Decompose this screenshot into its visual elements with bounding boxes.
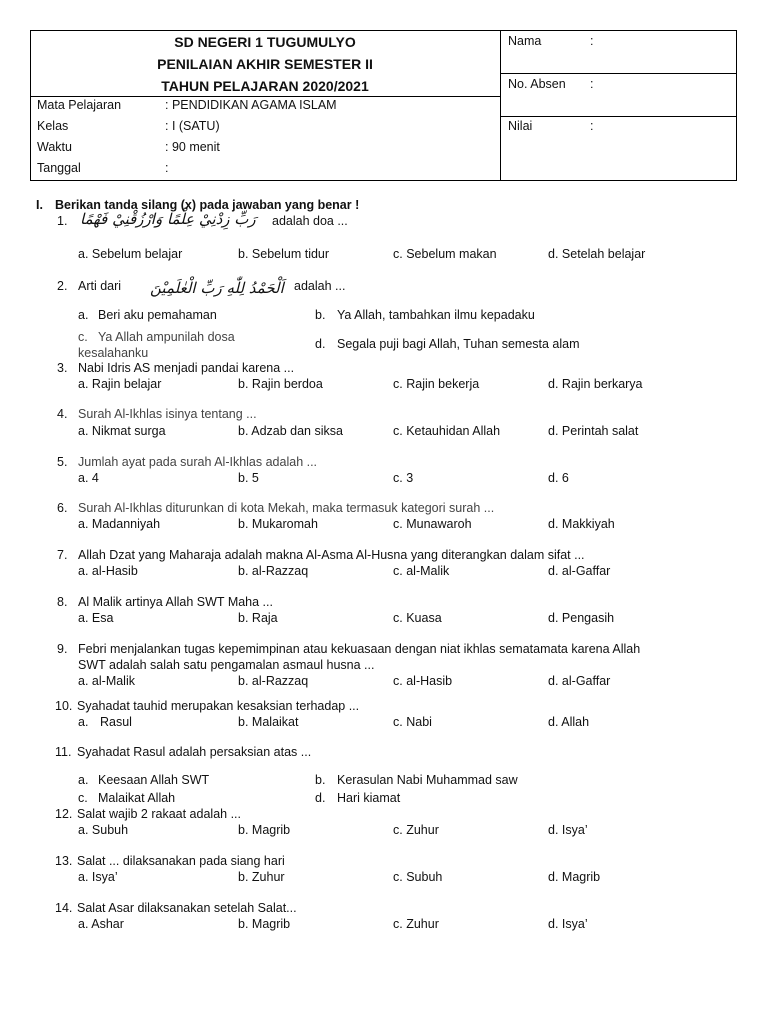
option-d: d. Pengasih [548,611,615,625]
option-d: d. Makkiyah [548,517,615,531]
field-label-time: Waktu [37,140,72,154]
option-c: c. Kuasa [393,611,442,625]
question-number: 2. [57,279,68,293]
option-a: a. Rajin belajar [78,377,162,391]
option-a: a. Esa [78,611,114,625]
question-text: Salat Asar dilaksanakan setelah Salat... [77,901,297,915]
option-b: b. Mukaromah [238,517,318,531]
field-value-time: : 90 menit [165,140,220,154]
option-d: d. Perintah salat [548,424,639,438]
option-c: c. Ya Allah ampunilah dosa kesalahanku [78,330,235,360]
option-c: c. al-Hasib [393,674,453,688]
option-b: b. Raja [238,611,278,625]
option-a: a. Rasul [78,715,132,729]
header-box [30,30,737,181]
question-number: 14. [55,901,73,915]
field-label-score: Nilai [508,119,533,133]
field-value-absen: : [590,77,594,91]
option-c: c. Zuhur [393,917,439,931]
option-b: b. Magrib [238,823,291,837]
question-text: adalah ... [294,279,346,293]
arabic-phrase: اَلْحَمْدُ لِلّٰهِ رَبِّ الْعٰلَمِيْنَ [150,279,284,297]
option-a: a. Isya’ [78,870,118,884]
question-number: 6. [57,501,68,515]
option-a: a. al-Hasib [78,564,138,578]
field-label-absen: No. Absen [508,77,566,91]
question-text: Salat ... dilaksanakan pada siang hari [77,854,285,868]
question-number: 4. [57,407,68,421]
question-text: Allah Dzat yang Maharaja adalah makna Al-Asma Al-Husna yang diterangkan dalam sifat ... [78,548,585,562]
question-text: Salat wajib 2 rakaat adalah ... [77,807,241,821]
option-d: d. Isya’ [548,917,588,931]
option-d: d. Setelah belajar [548,247,646,261]
option-c: c. Ketauhidan Allah [393,424,501,438]
option-b: b. Zuhur [238,870,285,884]
arabic-prayer: رَبِّ زِدْنِيْ عِلْمًا وَارْزُقْنِيْ فَهْمًا [80,210,256,228]
exam-title: PENILAIAN AKHIR SEMESTER II [157,56,373,72]
header-divider-right-2 [500,116,737,117]
academic-year: TAHUN PELAJARAN 2020/2021 [161,78,369,94]
option-a: a. Sebelum belajar [78,247,183,261]
header-divider-left [30,96,500,97]
option-c: c. Rajin bekerja [393,377,480,391]
option-a: a. Beri aku pemahaman [78,308,217,322]
option-d: d. Magrib [548,870,601,884]
option-a: a. Ashar [78,917,124,931]
option-b: b. Sebelum tidur [238,247,330,261]
option-d: d. Isya’ [548,823,588,837]
field-label-subject: Mata Pelajaran [37,98,122,112]
option-b: b. Malaikat [238,715,299,729]
option-c: c. Sebelum makan [393,247,497,261]
option-c: c. Zuhur [393,823,439,837]
option-b: b. Rajin berdoa [238,377,323,391]
option-d: d. Allah [548,715,590,729]
option-d: d. 6 [548,471,569,485]
header-divider-vertical [500,30,501,181]
option-a: a. Nikmat surga [78,424,166,438]
option-b: b. al-Razzaq [238,674,309,688]
option-b: b. 5 [238,471,259,485]
question-number: 1. [57,214,68,228]
question-text: adalah doa ... [272,214,348,228]
option-c: c. al-Malik [393,564,450,578]
question-number: 13. [55,854,73,868]
field-value-name: : [590,34,594,48]
question-text: Al Malik artinya Allah SWT Maha ... [78,595,273,609]
option-b: b. Adzab dan siksa [238,424,343,438]
question-text-continued: SWT adalah salah satu pengamalan asmaul husna ... [78,658,375,672]
question-number: 10. [55,699,73,713]
option-c: c. Subuh [393,870,443,884]
question-text: Syahadat tauhid merupakan kesaksian terhadap ... [77,699,360,713]
field-label-name: Nama [508,34,542,48]
section-instruction: Berikan tanda silang (x) pada jawaban yang benar ! [55,198,360,212]
question-text: Jumlah ayat pada surah Al-Ikhlas adalah ... [78,455,318,469]
field-value-score: : [590,119,594,133]
option-a: a. Subuh [78,823,129,837]
option-c: c. Malaikat Allah [78,791,176,805]
option-c: c. 3 [393,471,414,485]
field-value-subject: : PENDIDIKAN AGAMA ISLAM [165,98,337,112]
option-d: d. Rajin berkarya [548,377,643,391]
field-label-date: Tanggal [37,161,81,175]
question-text: Febri menjalankan tugas kepemimpinan atau kekuasaan dengan niat ikhlas sematamata karena Allah [78,642,641,656]
option-b: b. Kerasulan Nabi Muhammad saw [315,773,518,787]
option-d: d. Segala puji bagi Allah, Tuhan semesta alam [315,337,580,351]
option-a: a. al-Malik [78,674,135,688]
option-a: a. Madanniyah [78,517,161,531]
question-text: Nabi Idris AS menjadi pandai karena ... [78,361,295,375]
option-d: d. Hari kiamat [315,791,401,805]
field-value-class: : I (SATU) [165,119,220,133]
question-number: 5. [57,455,68,469]
field-label-class: Kelas [37,119,69,133]
field-value-date: : [165,161,169,175]
option-d: d. al-Gaffar [548,564,611,578]
question-text: Surah Al-Ikhlas isinya tentang ... [78,407,257,421]
section-numeral: I. [36,198,43,212]
option-b: b. Ya Allah, tambahkan ilmu kepadaku [315,308,535,322]
question-text: Surah Al-Ikhlas diturunkan di kota Mekah, maka termasuk kategori surah ... [78,501,495,515]
question-text: Syahadat Rasul adalah persaksian atas ... [77,745,312,759]
option-a: a. 4 [78,471,99,485]
school-name: SD NEGERI 1 TUGUMULYO [174,34,356,50]
option-b: b. al-Razzaq [238,564,309,578]
option-c: c. Nabi [393,715,432,729]
option-d: d. al-Gaffar [548,674,611,688]
option-c: c. Munawaroh [393,517,472,531]
question-number: 9. [57,642,68,656]
header-divider-right-1 [500,73,737,74]
question-number: 7. [57,548,68,562]
question-number: 12. [55,807,73,821]
option-b: b. Magrib [238,917,291,931]
question-number: 8. [57,595,68,609]
question-number: 3. [57,361,68,375]
question-number: 11. [55,745,72,759]
question-prefix: Arti dari [78,279,122,293]
option-a: a. Keesaan Allah SWT [78,773,210,787]
